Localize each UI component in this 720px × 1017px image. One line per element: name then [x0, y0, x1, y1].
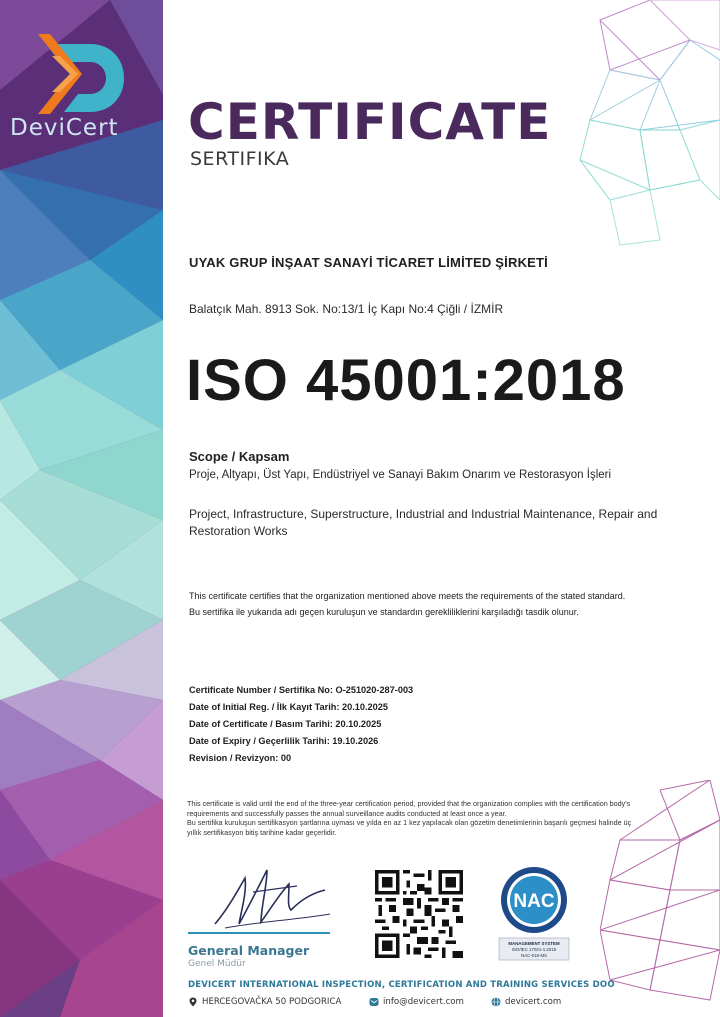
footer-website[interactable]	[491, 997, 561, 1007]
iso-standard: ISO 45001:2018	[186, 348, 626, 413]
signatory-title-english: General Manager	[188, 943, 310, 958]
footer-company-name: DEVICERT INTERNATIONAL INSPECTION, CERTIFICATION AND TRAINING SERVICES DOO	[188, 980, 615, 990]
organization-name: UYAK GRUP İNŞAAT SANAYİ TİCARET LİMİTED ŞİRKETİ	[189, 255, 548, 270]
footer-address-text: HERCEGOVAČKA 50 PODGORICA	[202, 997, 342, 1007]
top-right-geometric-decoration	[570, 0, 720, 250]
certification-statement-english: This certificate certifies that the organization mentioned above meets the requirements of the stated standard.	[189, 591, 626, 601]
expiry-date: Date of Expiry / Geçerlilik Tarihi: 19.10.2026	[189, 736, 379, 746]
scope-heading: Scope / Kapsam	[189, 449, 290, 464]
nac-line-3: NAC-018-MS	[520, 953, 548, 958]
organization-address: Balatçık Mah. 8913 Sok. No:13/1 İç Kapı No:4 Çiğli / İZMİR	[189, 302, 504, 316]
revision: Revision / Revizyon: 00	[189, 753, 292, 763]
initial-registration-date: Date of Initial Reg. / İlk Kayıt Tarih: 20.10.2025	[189, 702, 388, 712]
certificate-details	[189, 682, 413, 767]
footer-email-text[interactable]: info@devicert.com	[383, 997, 464, 1007]
email-icon	[369, 997, 379, 1007]
nac-logo-text: NAC	[513, 891, 555, 912]
certificate-title: CERTIFICATE	[188, 93, 552, 151]
signatory-title-turkish: Genel Müdür	[188, 959, 246, 969]
globe-icon	[491, 997, 501, 1007]
qr-code	[375, 870, 463, 958]
nac-line-1: MANAGEMENT SYSTEM	[508, 941, 560, 946]
certification-statement-turkish: Bu sertifika ile yukarıda adı geçen kuruluşun ve standardın gerekliliklerini karşıladığı tasdik olunur.	[189, 607, 579, 617]
certificate-subtitle: SERTIFIKA	[190, 148, 290, 170]
scope-english: Project, Infrastructure, Superstructure, Industrial and Industrial Maintenance, Repair and Restoration Works	[189, 507, 658, 538]
validity-turkish: Bu sertifika kuruluşun sertifikasyon şartlarına uyması ve yılda en az 1 kez yapılacak olan gözetim denetimlerinin başarılı geçmesi halinde üç yıllık sertifikasyon bitiş tarihine kadar geçerlidir.	[187, 818, 632, 837]
location-icon	[188, 997, 198, 1007]
nac-line-2: ISO/IEC 17021-1:2015	[511, 947, 557, 952]
signature-line	[188, 932, 330, 934]
validity-text	[187, 799, 647, 837]
certificate-number: Certificate Number / Sertifika No: O-251020-287-003	[189, 685, 414, 695]
scope-turkish: Proje, Altyapı, Üst Yapı, Endüstriyel ve Sanayi Bakım Onarım ve Restorasyon İşleri	[189, 469, 612, 481]
footer-email[interactable]	[369, 997, 464, 1007]
signature-image	[205, 862, 335, 937]
certificate-date: Date of Certificate / Basım Tarihi: 20.10.2025	[189, 719, 382, 729]
left-decorative-band	[0, 0, 163, 1017]
footer-website-text[interactable]: devicert.com	[505, 997, 562, 1007]
footer-address	[188, 997, 341, 1007]
nac-accreditation-mark	[498, 866, 570, 962]
validity-english: This certificate is valid until the end of the three-year certification period, provided that the organization complies with the certification body's requirements and successfully passes the annual surveillance audits conducted at least once a year.	[187, 799, 631, 818]
brand-name: DeviCert	[10, 115, 119, 141]
